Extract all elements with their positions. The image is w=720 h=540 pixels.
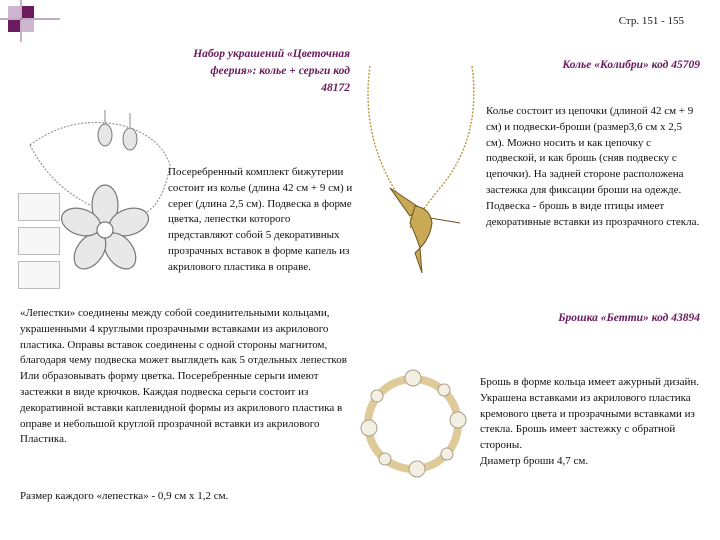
set-title: Набор украшений «Цветочная феерия»: колье + серьги код 48172 [193,48,350,94]
brooch-description [480,375,700,470]
page-number: Стр. 151 - 155 [618,15,684,27]
set-description-second: «Лепестки» соединены между собой соединительными кольцами, украшенными 4 круглыми прозрачными вставками из акрилового пластика. Оправы вставок соединены с одной стороны магнитом, благодаря чему подвеска может выглядеть как 5 отдельных лепестков Или образовывать форму цветка. Посеребренные серьги имеют застежки в виде крючков. Каждая подвеска серьги состоит из декоративной вставки каплевидной формы из акрилового пластика в оправе и небольшой круглой прозрачной вставки из акрилового Пластика. [20,307,347,446]
petal-size-note: Размер каждого «лепестка» - 0,9 см х 1,2 см. [20,490,229,502]
thumbnail-pendant [18,227,60,255]
hummingbird-necklace-image [360,58,482,288]
necklace-description: Колье состоит из цепочки (длиной 42 см + 9 см) и подвески-броши (размер3,6 см х 2,5 см). Можно носить и как цепочку с подвеской, и как брошь (сняв подвеску с цепочки). На задней стороне расположена застежка для фиксации броши на одежде. Подвеска - брошь в виде птицы имеет декоративные вставки из прозрачного стекла. [486,105,700,228]
necklace-title: Колье «Колибри» код 45709 [562,59,700,71]
brooch-description-text: Брошь в форме кольца имеет ажурный дизайн. Украшена вставками из акрилового пластика кремового цвета и прозрачными вставками из стекла. Брошь имеет застежку с обратной стороны. Диаметр броши 4,7 см. [480,376,700,467]
thumbnail-necklace [18,193,60,221]
set-description-first: Посеребренный комплект бижутерии состоит из колье (длина 42 см + 9 см) и серег (длина 2,5 см). Подвеска в форме цветка, лепестки которого представляют собой 5 декоративных прозрачных вставок в форме капель из акрилового пластика в оправе. [168,166,353,273]
corner-decoration [0,0,60,42]
thumbnail-strip [18,193,58,288]
betty-brooch-image [352,358,474,490]
thumbnail-earrings [18,261,60,289]
brooch-title: Брошка «Бетти» код 43894 [558,312,700,324]
